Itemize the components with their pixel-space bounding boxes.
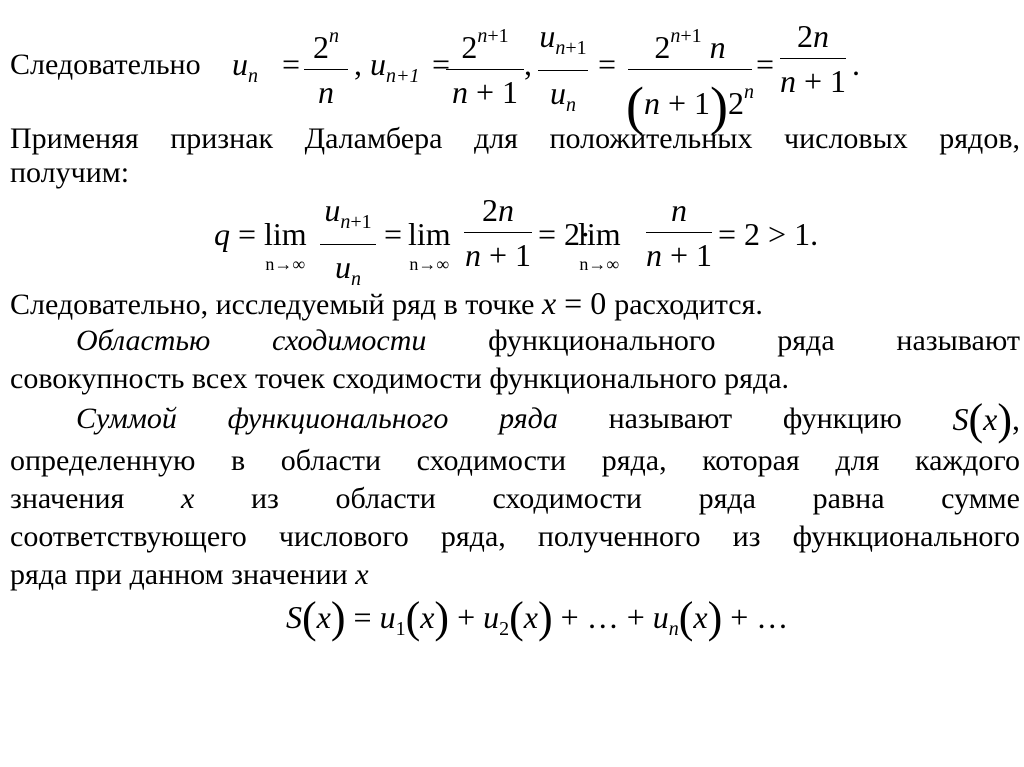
- fraction-lim-3: n n + 1: [645, 192, 713, 273]
- word: ряда: [777, 324, 835, 357]
- paragraph-5-line-5: ряда при данном значении x: [10, 558, 369, 591]
- word: признак: [170, 122, 274, 155]
- word-italic: ряда: [499, 402, 558, 435]
- word: называют: [608, 402, 733, 435]
- period: .: [852, 46, 860, 82]
- fraction-ratio-expanded: $2^{n+1}$ n $(n + 1)2^n$: [626, 25, 755, 136]
- formula-un: $u_n$: [232, 46, 258, 87]
- paragraph-4-line-1: [10, 324, 1020, 358]
- word: называют: [896, 324, 1020, 357]
- paragraph-5-line-2: определенную в области сходимости ряда, которая для каждого: [10, 444, 1020, 477]
- word: функцию: [782, 402, 902, 435]
- result-2-gt-1: = 2 > 1.: [718, 216, 819, 252]
- paragraph-5-line-3: значения x из области сходимости ряда равна сумме: [10, 482, 1020, 515]
- word: Применяя: [10, 122, 139, 155]
- eq-sign: =: [282, 46, 301, 82]
- limit-3: lim n→∞: [578, 216, 621, 274]
- word-italic: функционального: [227, 402, 449, 435]
- text-therefore: Следовательно: [10, 48, 201, 81]
- word-italic: сходимости: [272, 324, 427, 357]
- formula-q: q =: [214, 216, 257, 252]
- fraction-ratio: $u_{n+1}$ $u_n$: [539, 18, 587, 116]
- word-italic: Областью: [76, 324, 211, 357]
- paragraph-2-line-2: получим:: [10, 156, 130, 189]
- fraction-lim-1: $u_{n+1}$ $u_n$: [320, 192, 376, 297]
- eq-sign-4: =: [756, 46, 775, 82]
- paragraph-4-line-2: совокупность всех точек сходимости функционального ряда.: [10, 362, 790, 395]
- word: рядов,: [939, 122, 1020, 155]
- paragraph-5-line-1: [10, 395, 1020, 444]
- paragraph-5-line-4: соответствующего числового ряда, полученного из функционального: [10, 520, 1020, 553]
- eq-2-dot: = 2·: [538, 216, 591, 252]
- fraction-lim-2: 2n n + 1: [464, 192, 532, 273]
- word: Даламбера: [304, 122, 443, 155]
- eq-sign-5: =: [384, 216, 403, 252]
- word: положительных: [549, 122, 753, 155]
- word: функционального: [488, 324, 716, 357]
- eq-sign-3: =: [598, 46, 617, 82]
- comma: ,: [524, 46, 532, 82]
- paragraph-2-line-1: [10, 122, 1020, 156]
- limit-1: lim n→∞: [264, 216, 307, 274]
- fraction-2n-over-n: 2$^n$ n: [304, 18, 348, 110]
- formula-series-sum: $S(x) = u_1(x) + u_2(x)$ + … + $u_n(x)$ + …: [286, 593, 789, 642]
- word: числовых: [783, 122, 908, 155]
- formula-sx: S(x),: [952, 395, 1020, 444]
- eq-sign-2: =: [432, 46, 451, 82]
- fraction-2n-over-n1: 2n n + 1: [779, 18, 847, 99]
- formula-un1: , $u_{n+1}$: [354, 46, 420, 87]
- paragraph-3: Следовательно, исследуемый ряд в точке x = 0 расходится.: [10, 285, 763, 321]
- limit-2: lim n→∞: [408, 216, 451, 274]
- word: для: [473, 122, 518, 155]
- fraction-2n1-over-n1: $2^{n+1}$ n + 1: [446, 18, 524, 110]
- word-italic: Суммой: [76, 402, 177, 435]
